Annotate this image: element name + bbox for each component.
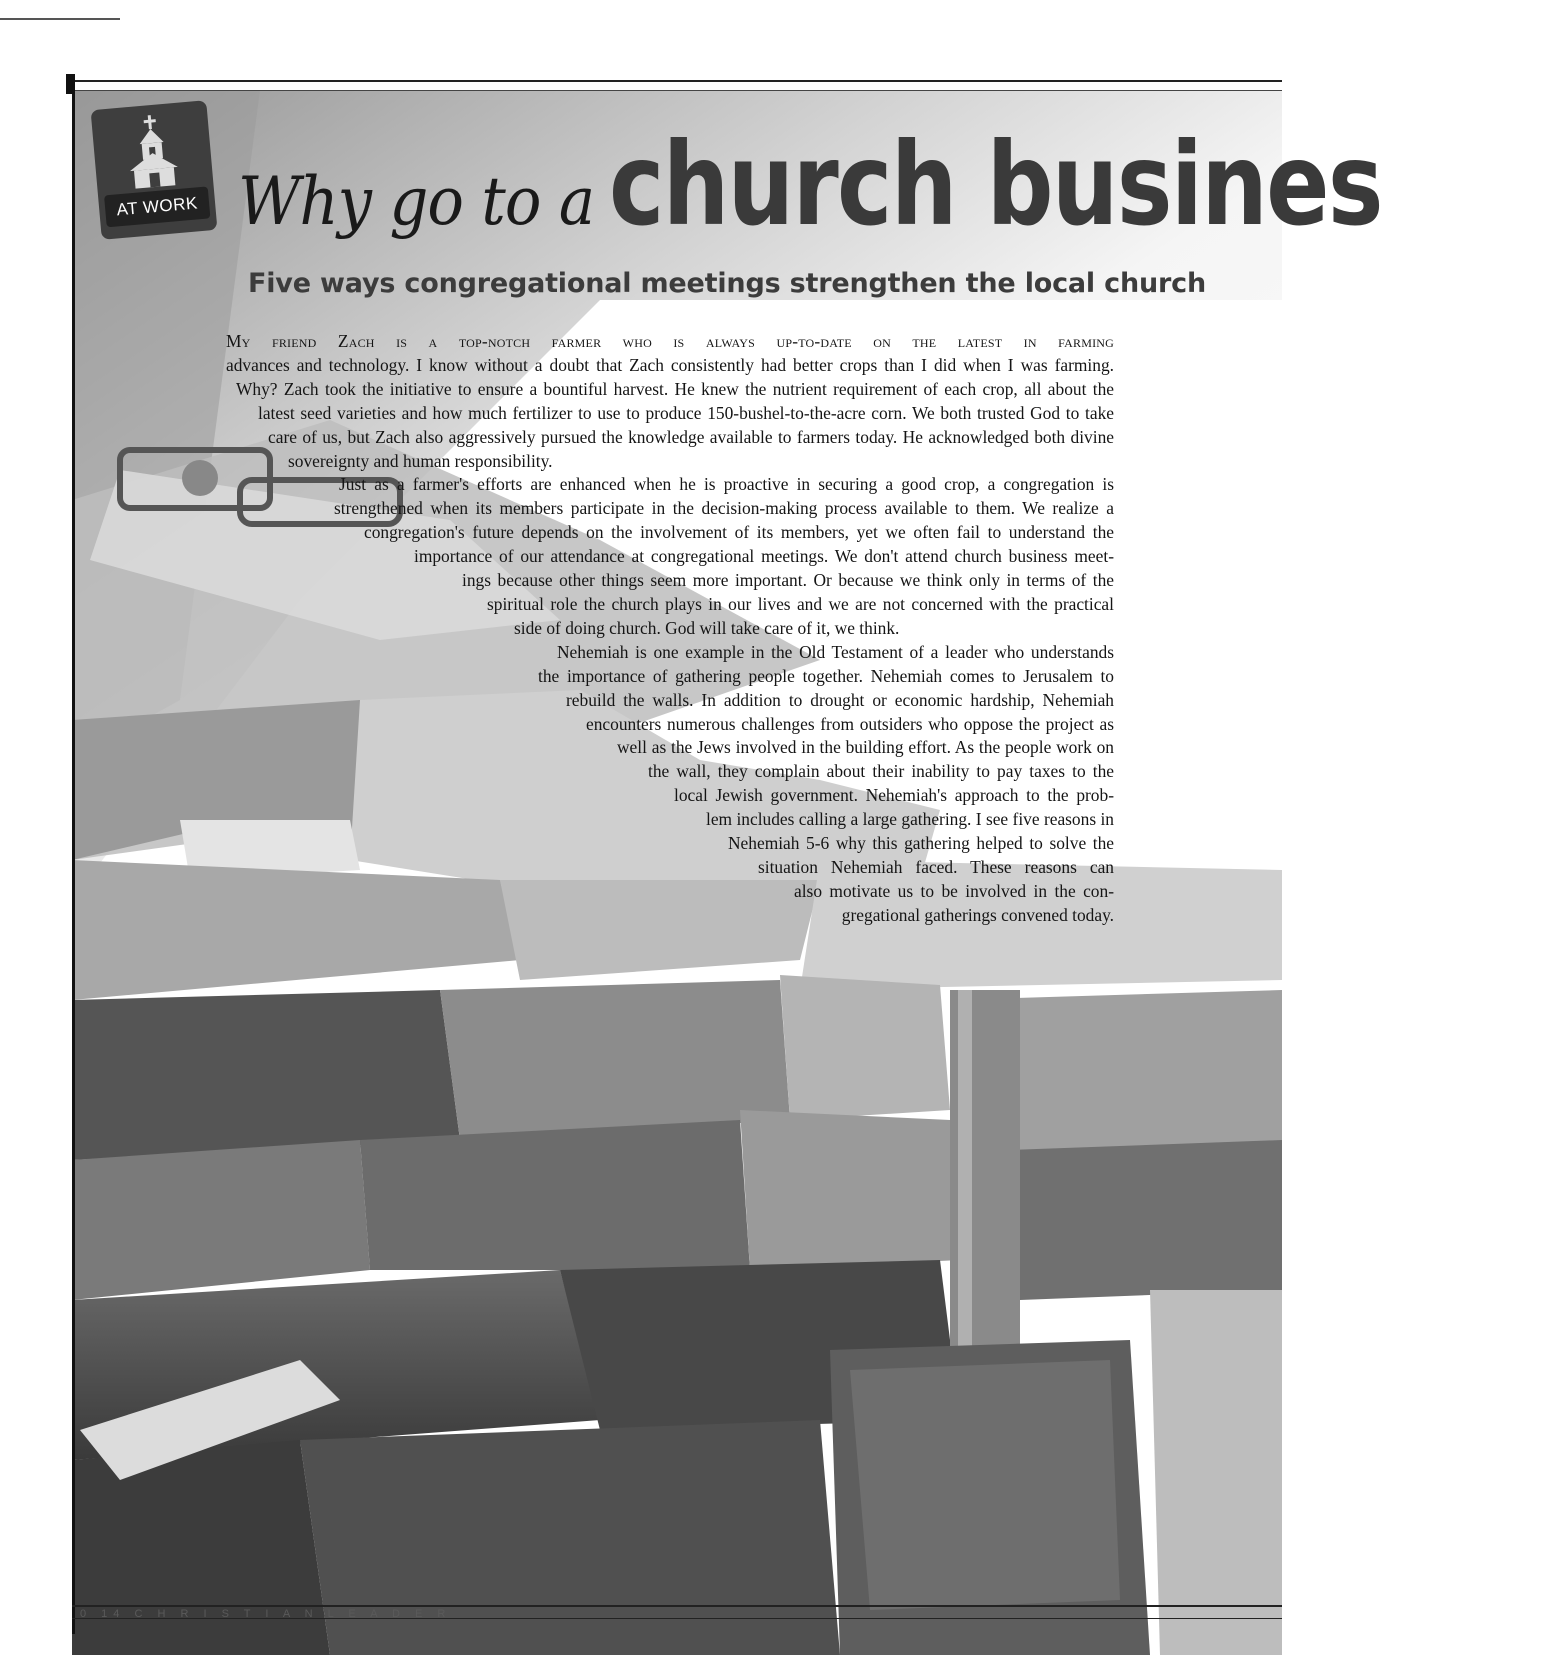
body-line: importance of our attendance at congregational meetings. We don't attend church business meet- bbox=[414, 546, 1114, 567]
body-line: well as the Jews involved in the building effort. As the people work on bbox=[617, 737, 1114, 758]
body-line: My friend Zach is a top-notch farmer who is always up-to-date on the latest in farming bbox=[226, 331, 1114, 351]
church-icon bbox=[119, 111, 185, 190]
headline-big: church busines bbox=[609, 118, 1383, 251]
body-line: local Jewish government. Nehemiah's approach to the prob- bbox=[674, 785, 1114, 806]
body-line: rebuild the walls. In addition to drought or economic hardship, Nehemiah bbox=[566, 689, 1114, 710]
body-line: spiritual role the church plays in our lives and we are not concerned with the practical bbox=[487, 593, 1114, 614]
body-line: the wall, they complain about their inability to pay taxes to the bbox=[648, 761, 1114, 782]
headline-lead: Why go to a bbox=[238, 163, 595, 240]
body-line: Just as a farmer's efforts are enhanced when he is proactive in securing a good crop, a congregation is bbox=[339, 474, 1114, 495]
body-line: care of us, but Zach also aggressively pursued the knowledge available to farmers today. He acknowledged both divine bbox=[268, 426, 1114, 447]
body-line: situation Nehemiah faced. These reasons can bbox=[758, 856, 1114, 877]
top-corner-rule bbox=[0, 18, 120, 20]
body-line: side of doing church. God will take care of it, we think. bbox=[514, 617, 900, 638]
headline bbox=[238, 118, 1383, 278]
badge-label: AT WORK bbox=[104, 186, 210, 227]
footer-rule bbox=[72, 1605, 1282, 1607]
footer-folio: 0 14 C H R I S T I A N L E A D E R bbox=[80, 1608, 452, 1620]
body-line: advances and technology. I know without a doubt that Zach consistently had better crops than I did when I was farming. bbox=[226, 354, 1114, 375]
article-body bbox=[214, 330, 1114, 928]
body-line: lem includes calling a large gathering. I see five reasons in bbox=[706, 809, 1114, 830]
body-line: sovereignty and human responsibility. bbox=[288, 450, 553, 471]
body-line: ings because other things seem more important. Or because we think only in terms of the bbox=[462, 570, 1114, 591]
body-line: latest seed varieties and how much fertilizer to use to produce 150-bushel-to-the-acre corn. We both trusted God to take bbox=[258, 402, 1114, 423]
body-line: also motivate us to be involved in the con- bbox=[794, 880, 1114, 901]
body-line: the importance of gathering people together. Nehemiah comes to Jerusalem to bbox=[538, 665, 1114, 686]
body-line: encounters numerous challenges from outsiders who oppose the project as bbox=[586, 713, 1114, 734]
subtitle: Five ways congregational meetings strengthen the local church bbox=[248, 268, 1206, 299]
body-line: Nehemiah is one example in the Old Testament of a leader who understands bbox=[557, 641, 1114, 662]
at-work-badge bbox=[91, 100, 218, 240]
body-line: strengthened when its members participate in the decision-making process available to them. We realize a bbox=[334, 498, 1114, 519]
body-line: congregation's future depends on the involvement of its members, yet we often fail to understand the bbox=[364, 522, 1114, 543]
body-line: Why? Zach took the initiative to ensure a bountiful harvest. He knew the nutrient requirement of each crop, all about the bbox=[236, 378, 1114, 399]
body-line: Nehemiah 5-6 why this gathering helped to solve the bbox=[728, 833, 1114, 854]
body-line: gregational gatherings convened today. bbox=[841, 904, 1114, 925]
